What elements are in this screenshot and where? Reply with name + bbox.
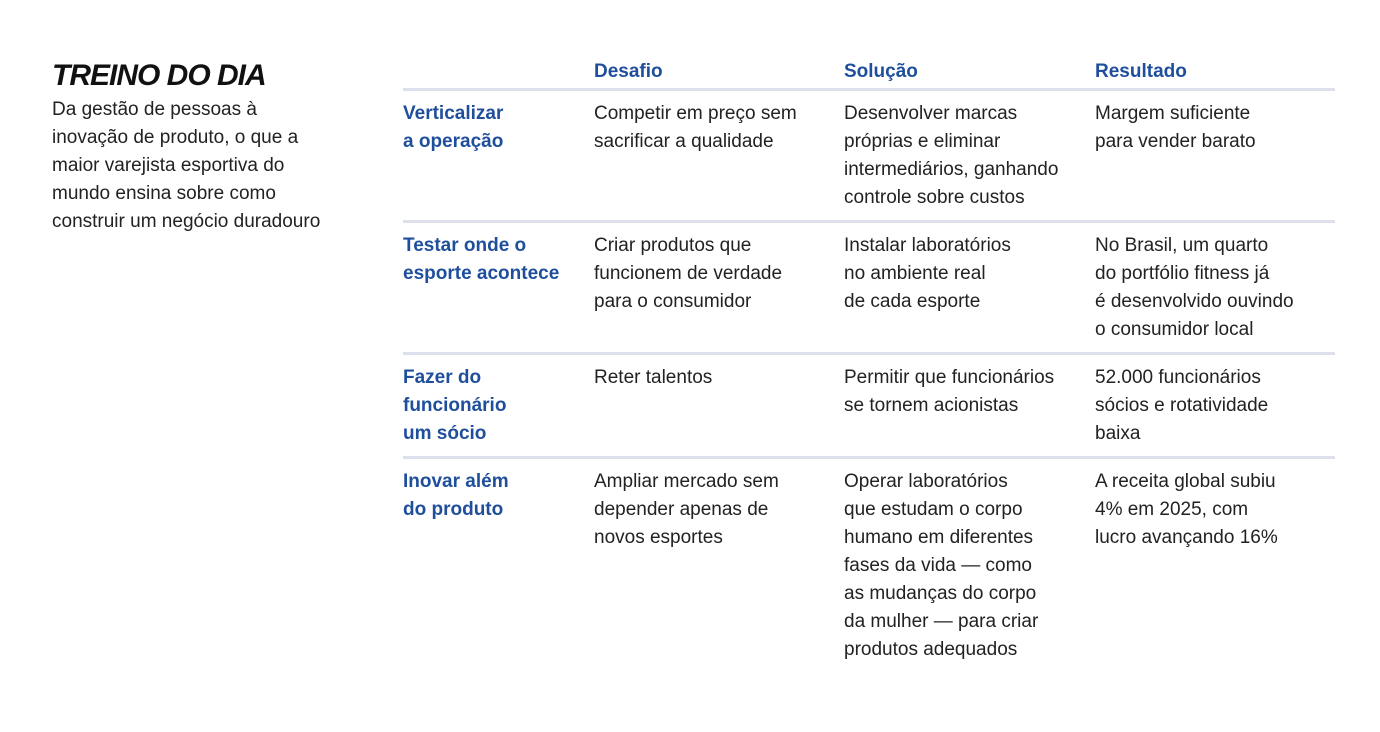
table-row xyxy=(403,91,1335,223)
table-row xyxy=(403,459,1335,672)
table-row xyxy=(403,223,1335,355)
resultado-cell: 52.000 funcionários sócios e rotatividade baixa xyxy=(1095,367,1269,444)
row-label: Testar onde o esporte acontece xyxy=(403,235,560,284)
desafio-cell: Reter talentos xyxy=(594,367,713,388)
row-label: Verticalizar a operação xyxy=(403,103,504,152)
intro-panel xyxy=(52,58,352,236)
header-desafio: Desafio xyxy=(594,61,663,82)
page-title: TREINO DO DIA xyxy=(52,59,266,92)
desafio-cell: Ampliar mercado sem depender apenas de novos esportes xyxy=(594,471,779,548)
solucao-cell: Desenvolver marcas próprias e eliminar intermediários, ganhando controle sobre custos xyxy=(844,103,1059,208)
desafio-cell: Competir em preço sem sacrificar a qualidade xyxy=(594,103,797,152)
header-resultado: Resultado xyxy=(1095,61,1187,82)
header-solucao: Solução xyxy=(844,61,918,82)
solucao-cell: Operar laboratórios que estudam o corpo humano em diferentes fases da vida — como as mudanças do corpo da mulher — para criar produtos adequados xyxy=(844,471,1039,660)
intro-description: Da gestão de pessoas à inovação de produto, o que a maior varejista esportiva do mundo ensina sobre como construir um negócio duradouro xyxy=(52,99,321,232)
row-label: Fazer do funcionário um sócio xyxy=(403,367,507,444)
summary-table xyxy=(403,58,1335,672)
solucao-cell: Permitir que funcionários se tornem acionistas xyxy=(844,367,1055,416)
resultado-cell: No Brasil, um quarto do portfólio fitness já é desenvolvido ouvindo o consumidor local xyxy=(1095,235,1294,340)
solucao-cell: Instalar laboratórios no ambiente real de cada esporte xyxy=(844,235,1011,312)
row-label: Inovar além do produto xyxy=(403,471,509,520)
header-empty xyxy=(403,58,594,88)
resultado-cell: Margem suficiente para vender barato xyxy=(1095,103,1256,152)
desafio-cell: Criar produtos que funcionem de verdade para o consumidor xyxy=(594,235,783,312)
table-header-row xyxy=(403,58,1335,91)
resultado-cell: A receita global subiu 4% em 2025, com lucro avançando 16% xyxy=(1095,471,1278,548)
table-row xyxy=(403,355,1335,459)
